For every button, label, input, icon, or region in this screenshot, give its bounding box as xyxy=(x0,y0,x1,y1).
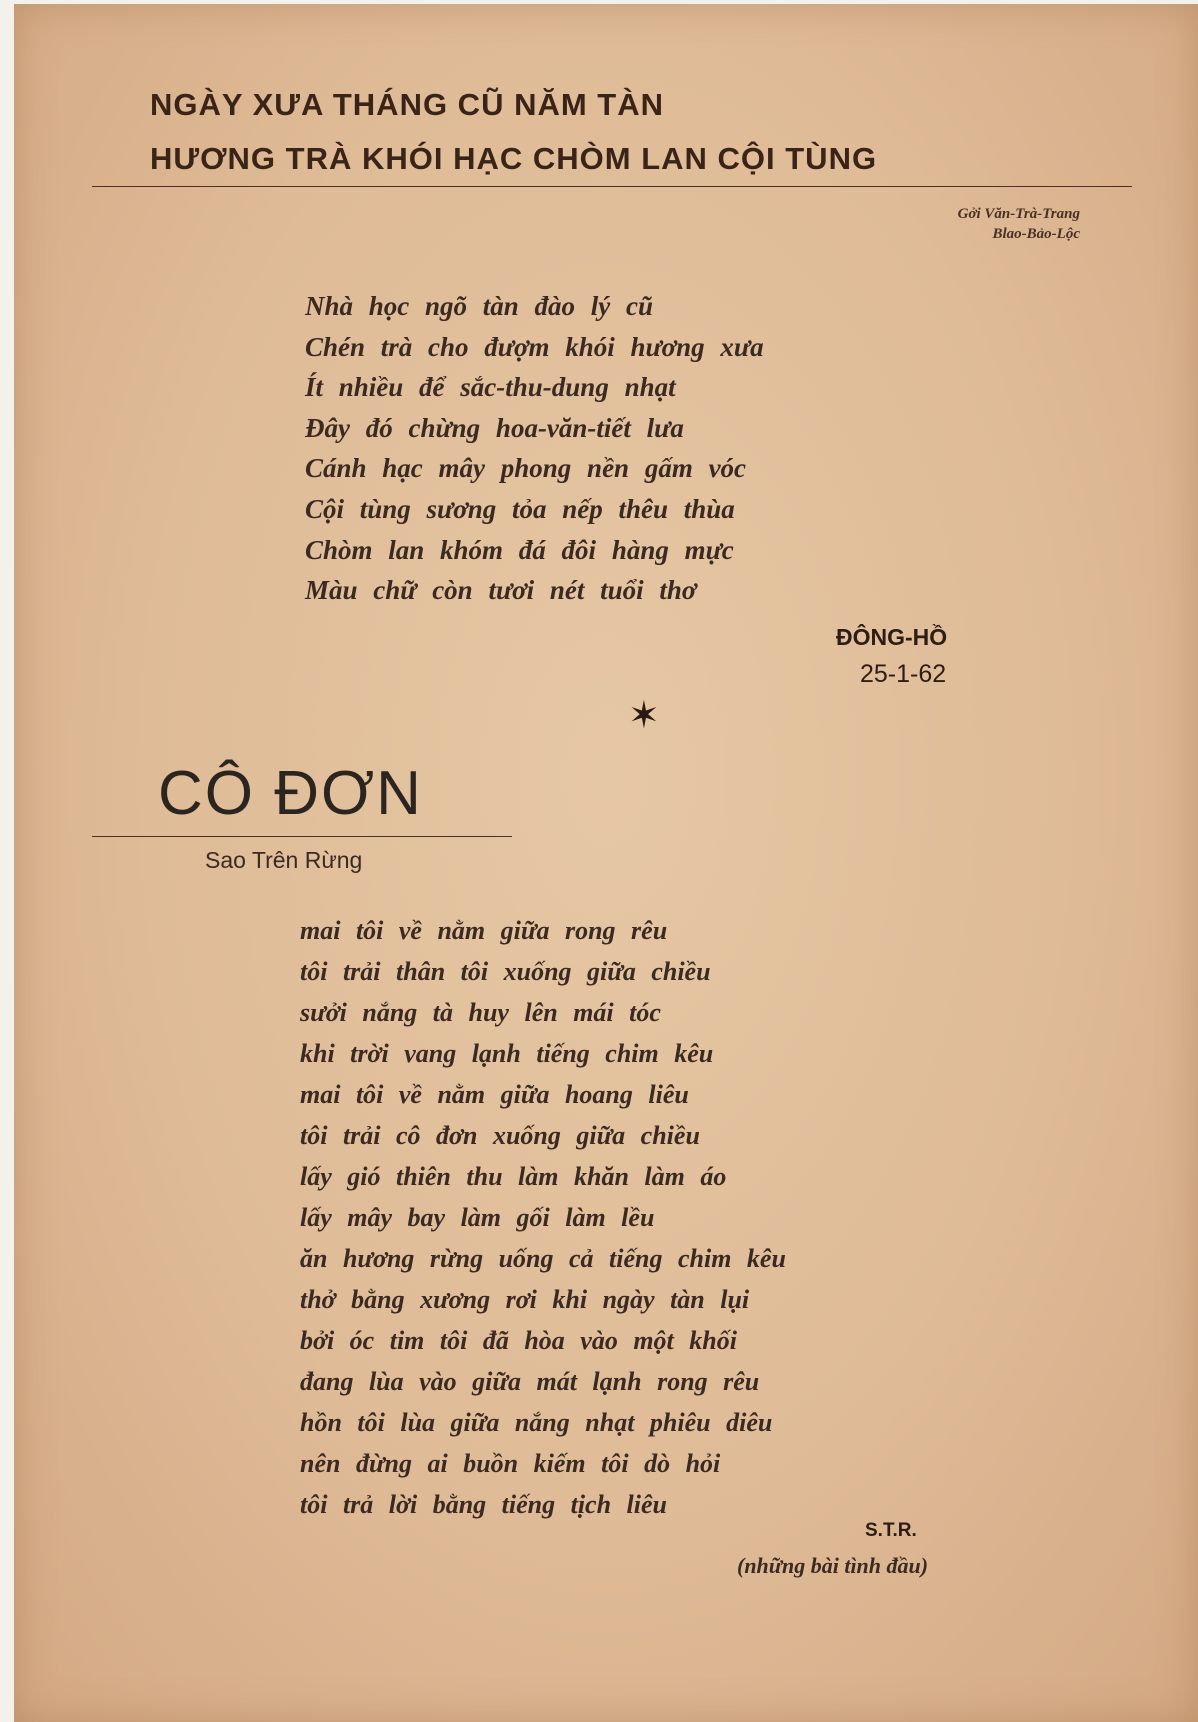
poem-2-source: (những bài tình đầu) xyxy=(737,1553,929,1578)
poem-2-line: nên đừng ai buồn kiếm tôi dò hỏi xyxy=(300,1449,721,1478)
poem-1-line: Cội tùng sương tỏa nếp thêu thùa xyxy=(305,493,735,524)
poem-2-line: thở bằng xương rơi khi ngày tàn lụi xyxy=(300,1285,750,1314)
poem-2-line: khi trời vang lạnh tiếng chim kêu xyxy=(300,1039,714,1068)
poem-2-line: đang lùa vào giữa mát lạnh rong rêu xyxy=(300,1367,760,1396)
poem-2-line: lấy gió thiên thu làm khăn làm áo xyxy=(300,1162,727,1191)
poem-2-line: tôi trải thân tôi xuống giữa chiều xyxy=(300,957,711,986)
poem-1-line: Chén trà cho đượm khói hương xưa xyxy=(305,331,764,362)
poem-2-line: mai tôi về nằm giữa rong rêu xyxy=(300,916,668,945)
heading-line-1: NGÀY XƯA THÁNG CŨ NĂM TÀN xyxy=(150,87,664,122)
poem-2-body xyxy=(300,910,786,1525)
poem-2-line: hồn tôi lùa giữa nắng nhạt phiêu diêu xyxy=(300,1408,773,1437)
poem-2-title: CÔ ĐƠN xyxy=(158,759,423,828)
poem-2-signature: S.T.R. xyxy=(865,1520,917,1541)
poem-2-line: sưởi nắng tà huy lên mái tóc xyxy=(300,998,661,1027)
dedication-line-1: Gởi Văn-Trà-Trang xyxy=(957,206,1080,222)
heading-rule xyxy=(92,186,1132,187)
poem-2-line: ăn hương rừng uống cả tiếng chim kêu xyxy=(300,1244,786,1273)
title-rule xyxy=(92,836,512,837)
poem-2-line: mai tôi về nằm giữa hoang liêu xyxy=(300,1080,689,1109)
poem-1-line: Chòm lan khóm đá đôi hàng mực xyxy=(305,534,734,565)
poem-1-line: Ít nhiều để sắc-thu-dung nhạt xyxy=(305,372,676,403)
poem-1-line: Nhà học ngõ tàn đào lý cũ xyxy=(305,291,654,321)
separator-star-icon: ✶ xyxy=(628,693,660,737)
poem-2-line: lấy mây bay làm gối làm lều xyxy=(300,1203,655,1232)
poem-heading xyxy=(150,78,877,186)
poem-2-line: tôi trả lời bằng tiếng tịch liêu xyxy=(300,1490,667,1519)
heading-line-2: HƯƠNG TRÀ KHÓI HẠC CHÒM LAN CỘI TÙNG xyxy=(150,141,878,176)
poem-2-line: bởi óc tim tôi đã hòa vào một khối xyxy=(300,1326,737,1355)
poem-2-author: Sao Trên Rừng xyxy=(205,847,363,873)
dedication-line-2: Blao-Bảo-Lộc xyxy=(992,226,1080,242)
dedication xyxy=(850,204,1080,244)
poem-1-line: Cánh hạc mây phong nền gấm vóc xyxy=(305,453,747,484)
poem-2-line: tôi trải cô đơn xuống giữa chiều xyxy=(300,1121,700,1150)
poem-1-line: Màu chữ còn tươi nét tuổi thơ xyxy=(305,575,697,606)
poem-1-date: 25-1-62 xyxy=(860,660,947,688)
poem-1-body xyxy=(305,286,764,611)
poem-1-line: Đây đó chừng hoa-văn-tiết lưa xyxy=(305,412,684,443)
poem-1-signature: ĐÔNG-HỒ xyxy=(836,624,948,650)
